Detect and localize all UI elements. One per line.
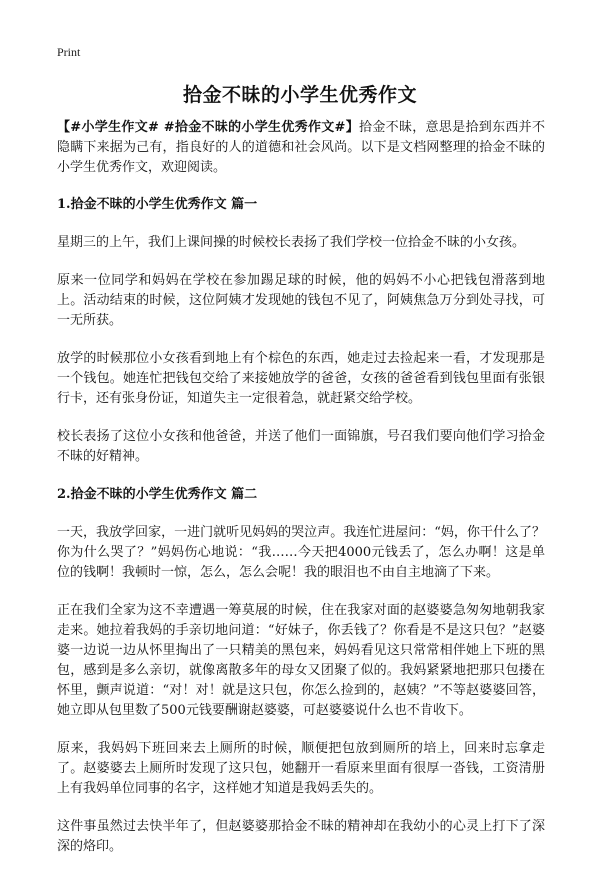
document-body [57,118,545,875]
intro-paragraph [57,118,545,178]
section-2-paragraph: 正在我们全家为这不幸遭遇一筹莫展的时候，住在我家对面的赵婆婆急匆匆地朝我家走来。她拉着我妈的手亲切地问道：“好妹子，你丢钱了？你看是不是这只包？”赵婆婆一边说一边从怀里掏出了一只精美的黑包来，妈妈看见这只常常相伴她上下班的黑包，感到是多么亲切，就像离散多年的母女又团聚了似的。我妈紧紧地把那只包搂在怀里，颤声说道：“对！对！就是这只包，你怎么捡到的，赵姨？”不等赵婆婆回答，她立即从包里数了500元钱要酬谢赵婆婆，可赵婆婆说什么也不肯收下。 [57,603,545,718]
document-title: 拾金不昧的小学生优秀作文 [182,84,417,106]
print-label: Print [57,45,81,59]
section-1-paragraph: 原来一位同学和妈妈在学校在参加踢足球的时候，他的妈妈不小心把钱包滑落到地上。活动结束的时候，这位阿姨才发现她的钱包不见了，阿姨焦急万分到处寻找，可一无所获。 [57,273,545,328]
intro-text: 拾金不昧，意思是拾到东西并不隐瞒下来据为己有，指良好的人的道德和社会风尚。以下是文档网整理的拾金不昧的小学生优秀作文，欢迎阅读。 [57,120,545,175]
section-2-paragraph: 这件事虽然过去快半年了，但赵婆婆那拾金不昧的精神却在我幼小的心灵上打下了深深的烙印。 [57,819,545,854]
section-1-heading: 1.拾金不昧的小学生优秀作文 篇一 [57,197,258,212]
section-2-paragraph: 一天，我放学回家，一进门就听见妈妈的哭泣声。我连忙进屋问：“妈，你干什么了？你为什么哭了？”妈妈伤心地说：“我……今天把4000元钱丢了，怎么办啊！这是单位的钱啊！我顿时一惊，怎么，怎么会呢！我的眼泪也不由自主地滴了下来。 [57,525,545,580]
intro-tags: 【#小学生作文# #拾金不昧的小学生优秀作文#】 [57,120,360,135]
section-2-paragraph: 原来，我妈妈下班回来去上厕所的时候，顺便把包放到厕所的培上，回来时忘拿走了。赵婆婆去上厕所时发现了这只包，她翻开一看原来里面有很厚一沓钱，工资清册上有我妈单位同事的名字，这样她才知道是我妈丢失的。 [57,741,545,796]
section-1-paragraph: 校长表扬了这位小女孩和他爸爸，并送了他们一面锦旗，号召我们要向他们学习拾金不昧的好精神。 [57,429,545,464]
section-2-heading: 2.拾金不昧的小学生优秀作文 篇二 [57,487,258,502]
section-1-paragraph: 星期三的上午，我们上课间操的时候校长表扬了我们学校一位拾金不昧的小女孩。 [57,235,526,250]
section-1-paragraph: 放学的时候那位小女孩看到地上有个棕色的东西，她走过去捡起来一看，才发现那是一个钱包。她连忙把钱包交给了来接她放学的爸爸，女孩的爸爸看到钱包里面有张银行卡，还有张身份证，知道失主一定很着急，就赶紧交给学校。 [57,351,545,406]
